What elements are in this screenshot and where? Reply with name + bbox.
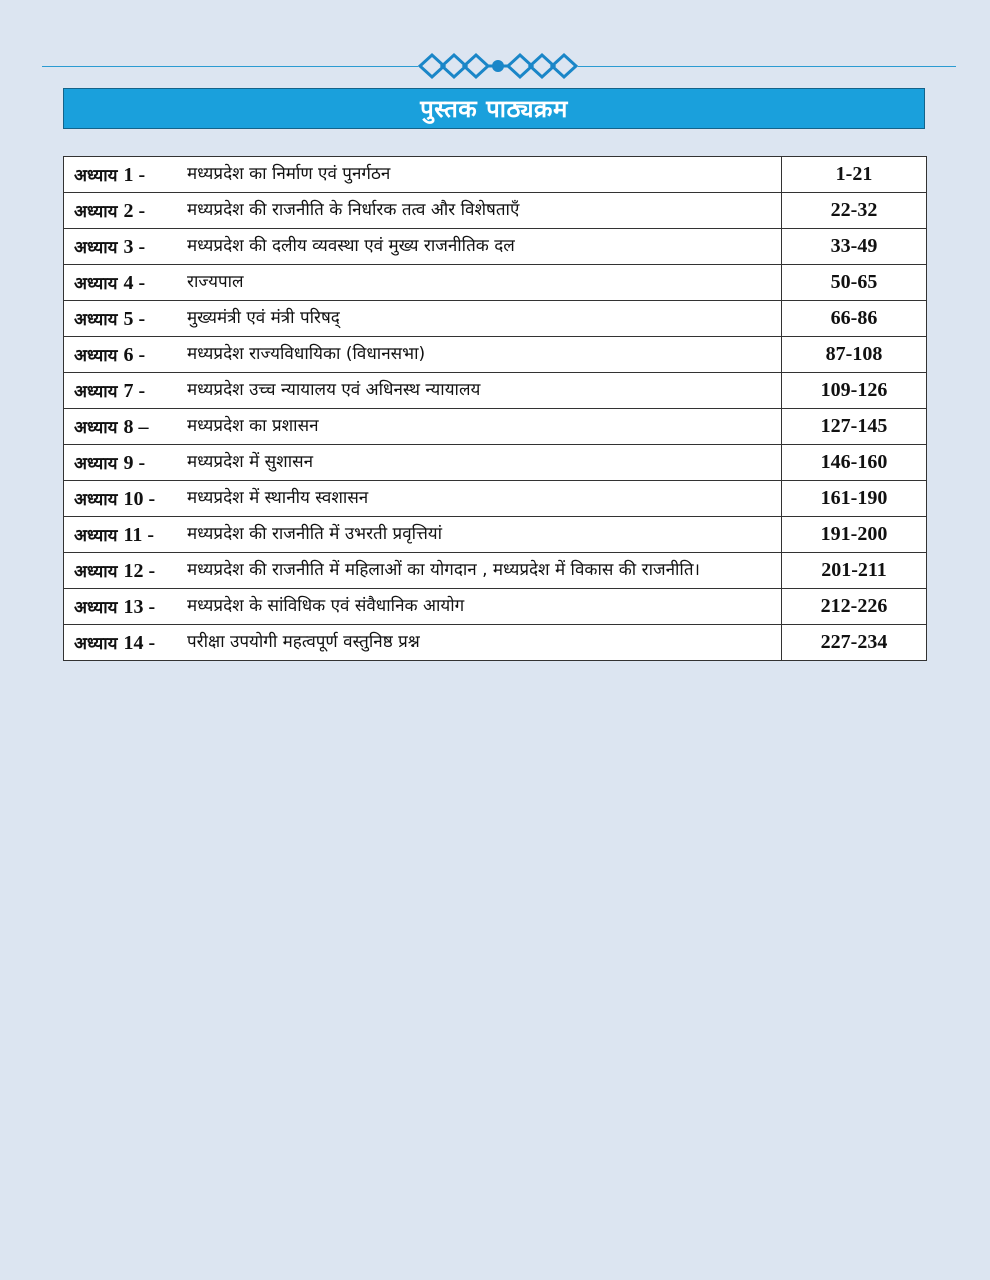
page-range: 22-32: [782, 193, 927, 229]
table-row: [64, 229, 927, 265]
table-row: [64, 373, 927, 409]
table-row: [64, 409, 927, 445]
chapter-number: 9 -: [123, 452, 146, 474]
chapter-number: 3 -: [123, 236, 146, 258]
chapter-number: 6 -: [123, 344, 146, 366]
chapter-word: अध्याय: [74, 346, 118, 366]
chapter-title: मध्यप्रदेश की राजनीति में महिलाओं का योगदान , मध्यप्रदेश में विकास की राजनीति।: [187, 560, 700, 580]
chapter-cell: [64, 337, 782, 373]
chapter-cell: [64, 409, 782, 445]
page-range: 127-145: [782, 409, 927, 445]
page-range: 66-86: [782, 301, 927, 337]
chapter-number: 10 -: [123, 488, 156, 510]
chapter-cell: [64, 625, 782, 661]
chapter-word: अध्याय: [74, 562, 118, 582]
chapter-label: [74, 307, 187, 331]
chapter-cell: [64, 265, 782, 301]
chapter-number: 4 -: [123, 272, 146, 294]
page-range: 1-21: [782, 157, 927, 193]
table-row: [64, 193, 927, 229]
chapter-label: [74, 415, 187, 439]
page-range: 191-200: [782, 517, 927, 553]
chapter-number: 1 -: [123, 164, 146, 186]
table-row: [64, 481, 927, 517]
chapter-cell: [64, 553, 782, 589]
chapter-label: [74, 595, 187, 619]
page-range: 146-160: [782, 445, 927, 481]
chapter-title: मध्यप्रदेश की राजनीति के निर्धारक तत्व और विशेषताएँ: [187, 200, 520, 220]
chapter-label: [74, 451, 187, 475]
chapter-cell: [64, 589, 782, 625]
chapter-number: 8 –: [123, 416, 149, 438]
chapter-word: अध्याय: [74, 526, 118, 546]
chapter-label: [74, 343, 187, 367]
table-row: [64, 157, 927, 193]
chapter-word: अध्याय: [74, 454, 118, 474]
table-row: [64, 553, 927, 589]
chapter-number: 5 -: [123, 308, 146, 330]
table-row: [64, 445, 927, 481]
page-range: 161-190: [782, 481, 927, 517]
page-range: 87-108: [782, 337, 927, 373]
diamond-chain-ornament-icon: [418, 52, 578, 84]
chapter-number: 12 -: [123, 560, 156, 582]
chapter-cell: [64, 445, 782, 481]
table-row: [64, 337, 927, 373]
chapter-label: [74, 523, 187, 547]
chapter-cell: [64, 517, 782, 553]
page-range: 201-211: [782, 553, 927, 589]
title-banner: [63, 88, 925, 129]
page-range: 33-49: [782, 229, 927, 265]
chapter-title: मध्यप्रदेश में स्थानीय स्वशासन: [187, 488, 369, 508]
chapter-label: [74, 199, 187, 223]
chapter-number: 13 -: [123, 596, 156, 618]
page-range: 212-226: [782, 589, 927, 625]
table-row: [64, 265, 927, 301]
chapter-title: परीक्षा उपयोगी महत्वपूर्ण वस्तुनिष्ठ प्रश्न: [187, 632, 420, 652]
chapter-title: मध्यप्रदेश में सुशासन: [187, 452, 314, 472]
chapter-cell: [64, 193, 782, 229]
chapter-word: अध्याय: [74, 634, 118, 654]
chapter-word: अध्याय: [74, 382, 118, 402]
page-title: पुस्तक पाठ्यक्रम: [420, 95, 568, 123]
chapter-title: मध्यप्रदेश की राजनीति में उभरती प्रवृत्तियां: [187, 524, 443, 544]
page-range: 227-234: [782, 625, 927, 661]
chapter-label: [74, 163, 187, 187]
table-row: [64, 301, 927, 337]
chapter-label: [74, 235, 187, 259]
chapter-word: अध्याय: [74, 202, 118, 222]
chapter-title: मध्यप्रदेश उच्च न्यायालय एवं अधिनस्थ न्यायालय: [187, 380, 481, 400]
chapter-title: मुख्यमंत्री एवं मंत्री परिषद्: [187, 308, 340, 328]
chapter-number: 7 -: [123, 380, 146, 402]
chapter-cell: [64, 481, 782, 517]
chapter-word: अध्याय: [74, 418, 118, 438]
chapter-word: अध्याय: [74, 238, 118, 258]
chapter-word: अध्याय: [74, 310, 118, 330]
chapter-label: [74, 487, 187, 511]
chapter-word: अध्याय: [74, 166, 118, 186]
contents-table: [63, 156, 927, 661]
chapter-word: अध्याय: [74, 490, 118, 510]
chapter-word: अध्याय: [74, 274, 118, 294]
chapter-title: राज्यपाल: [187, 272, 244, 292]
chapter-cell: [64, 373, 782, 409]
chapter-title: मध्यप्रदेश के सांविधिक एवं संवैधानिक आयोग: [187, 596, 465, 616]
table-row: [64, 517, 927, 553]
chapter-number: 11 -: [123, 524, 154, 546]
chapter-label: [74, 271, 187, 295]
chapter-label: [74, 631, 187, 655]
chapter-label: [74, 559, 187, 583]
chapter-cell: [64, 301, 782, 337]
chapter-title: मध्यप्रदेश की दलीय व्यवस्था एवं मुख्य राजनीतिक दल: [187, 236, 515, 256]
chapter-title: मध्यप्रदेश राज्यविधायिका (विधानसभा): [187, 344, 426, 364]
chapter-cell: [64, 229, 782, 265]
chapter-number: 2 -: [123, 200, 146, 222]
page-range: 109-126: [782, 373, 927, 409]
chapter-number: 14 -: [123, 632, 156, 654]
page-range: 50-65: [782, 265, 927, 301]
chapter-title: मध्यप्रदेश का निर्माण एवं पुनर्गठन: [187, 164, 391, 184]
chapter-word: अध्याय: [74, 598, 118, 618]
chapter-label: [74, 379, 187, 403]
chapter-cell: [64, 157, 782, 193]
chapter-title: मध्यप्रदेश का प्रशासन: [187, 416, 319, 436]
table-row: [64, 625, 927, 661]
table-row: [64, 589, 927, 625]
